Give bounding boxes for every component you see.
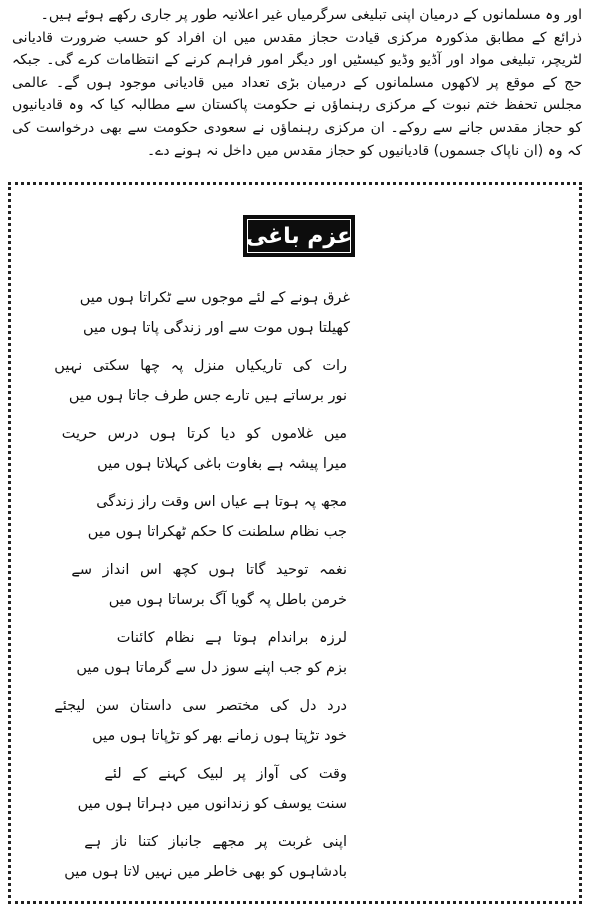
- poem-verse: میں غلاموں کو دیا کرتا ہوں درس حریت: [61, 426, 347, 442]
- poem-verse: بادشاہوں کو بھی خاطر میں نہیں لاتا ہوں میں: [64, 864, 347, 880]
- poem-verse: خود تڑپتا ہوں زمانے بھر کو تڑپاتا ہوں میں: [92, 728, 347, 744]
- poem-verse: اپنی غربت پر مجھے جانباز کتنا ناز ہے: [84, 834, 347, 850]
- poem-verse: نور برساتے ہیں تارے جس طرف جاتا ہوں میں: [68, 388, 347, 404]
- poem-title: عزم باغی: [245, 223, 353, 249]
- poem-stanza: [11, 351, 579, 411]
- poem-title-box: [243, 215, 355, 257]
- poem-verse: غرق ہونے کے لئے موجوں سے ٹکراتا ہوں میں: [79, 290, 350, 306]
- poem-verse: سنت یوسف کو زندانوں میں دہراتا ہوں میں: [77, 796, 347, 812]
- poem-body: [11, 283, 579, 895]
- poem-verse: جب نظام سلطنت کا حکم ٹھکراتا ہوں میں: [87, 524, 347, 540]
- poem-stanza: [11, 419, 579, 479]
- poem-stanza: [11, 487, 579, 547]
- poem-frame: [8, 182, 582, 904]
- poem-verse: بزم کو جب اپنے سوز دل سے گرماتا ہوں میں: [76, 660, 347, 676]
- poem-verse: میرا پیشہ ہے بغاوت باغی کہلاتا ہوں میں: [97, 456, 347, 472]
- article-text: [12, 4, 582, 162]
- poem-stanza: [11, 283, 579, 343]
- poem-stanza: [11, 623, 579, 683]
- article-paragraph: اور وہ مسلمانوں کے درمیان اپنی تبلیغی سرگرمیاں غیر اعلانیہ طور پر جاری رکھے ہوئے ہیں۔: [40, 7, 582, 23]
- poem-verse: نغمہ توحید گاتا ہوں کچھ اس انداز سے: [71, 562, 347, 578]
- poem-stanza: [11, 759, 579, 819]
- poem-verse: لرزہ براندام ہوتا ہے نظام کائنات: [116, 630, 347, 646]
- poem-verse: کھیلتا ہوں موت سے اور زندگی پاتا ہوں میں: [82, 320, 350, 336]
- poem-stanza: [11, 555, 579, 615]
- poem-stanza: [11, 827, 579, 887]
- poem-verse: درد دل کی مختصر سی داستان سن لیجئے: [54, 698, 347, 714]
- poem-verse: خرمن باطل پہ گویا آگ برساتا ہوں میں: [108, 592, 347, 608]
- poem-stanza: [11, 691, 579, 751]
- article-paragraph: ذرائع کے مطابق مذکورہ مرکزی قیادت حجاز مقدس میں ان افراد کو حسب ضرورت قادیانی لٹریچر، تبلیغی مواد اور آڈیو وڈیو کیسٹیں اور دیگر امور فراہم کرنے کے انتظامات کرے گی۔ جبکہ حج کے موقع پر لاکھوں مسلمانوں کے درمیان بڑی تعداد میں قادیانی موجود ہوں گے۔ عالمی مجلس تحفظ ختم نبوت کے مرکزی رہنماؤں نے حکومت پاکستان سے مطالبہ کیا کہ وہ قادیانیوں کو حجاز مقدس جانے سے روکے۔ ان مرکزی رہنماؤں نے سعودی حکومت سے بھی درخواست کی کہ وہ (ان ناپاک جسموں) قادیانیوں کو حجاز مقدس میں داخل نہ ہونے دے۔: [12, 29, 582, 159]
- poem-verse: وقت کی آواز پر لبیک کہنے کے لئے: [104, 766, 347, 782]
- poem-verse: مجھ پہ ہوتا ہے عیاں اس وقت راز زندگی: [96, 494, 347, 510]
- poem-verse: رات کی تاریکیاں منزل پہ چھا سکتی نہیں: [54, 358, 347, 374]
